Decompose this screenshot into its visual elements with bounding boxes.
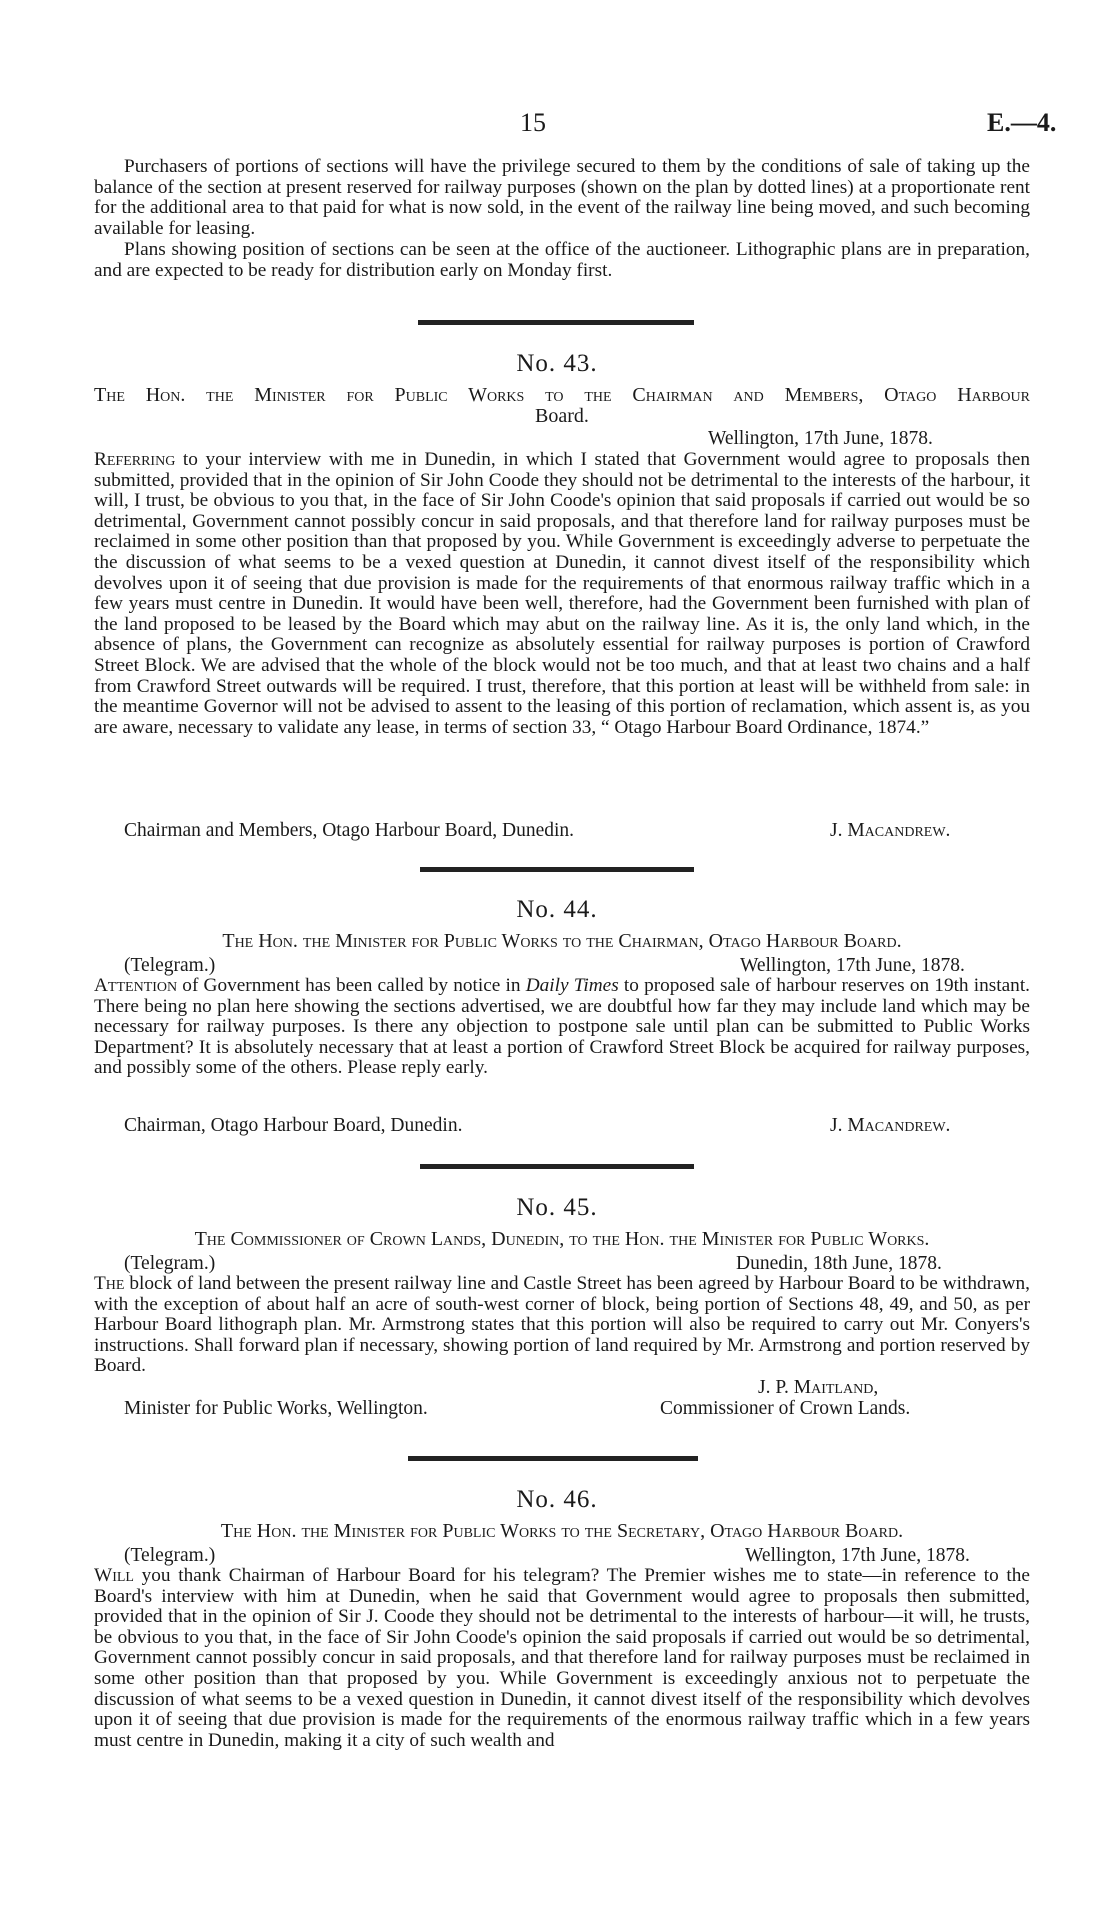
- letter-lead-word-46: Will: [94, 1565, 134, 1586]
- letter-signature-45: J. P. Maitland,: [758, 1377, 879, 1398]
- section-divider: [418, 320, 694, 325]
- letter-address-43: The Hon. the Minister for Public Works to the Chairman and Members, Otago Harbour: [94, 384, 1030, 406]
- page-number: 15: [520, 108, 546, 137]
- letter-signature-43: J. Macandrew.: [830, 820, 951, 841]
- letter-text-44b: to proposed sale of harbour reserves on 19th instant. There being no plan here showing the sections advertised, we are doubtful how far they may include land which may be necessary for railway purposes. Is there any objection to postpone sale until plan can be submitted to Public Works Department? It is absolutely necessary that at least a portion of Crawford Street Block be acquired for railway purposes, and possibly some of the others. Please reply early.: [94, 975, 1030, 1079]
- section-divider: [420, 1164, 694, 1169]
- letter-text-43: to your interview with me in Dunedin, in which I stated that Government would agree to proposals then submitted, provided that in the opinion of Sir John Coode they should not be detrimental to the interests of the harbour, it will, I trust, be obvious to you that, in the face of Sir John Coode's opinion that said proposals if carried out would be so detrimental, Government cannot possibly concur in said proposals, and that therefore land for railway purposes must be reclaimed in some other position than that proposed by you. While Government is exceedingly adverse to perpetuate the the discussion of what seems to be a vexed question at Dunedin, it cannot divest itself of the responsibility which devolves upon it of seeing that due provision is made for the requirements of that enormous railway traffic which in a few years must centre in Dunedin. It would have been well, therefore, had the Government been furnished with plan of the land proposed to be leased by the Board which may abut on the railway line. As it is, the only land which, in the absence of plans, the Government can recognize as absolutely essential for railway purposes is portion of Crawford Street Block. We are advised that the whole of the block would not be too much, and that at least two chains and a half from Crawford Street outwards will be required. I trust, therefore, that this portion at least will be withheld from sale: in the meantime Governor will not be advised to assent to the leasing of this portion of reclamation, which assent is, as you are aware, necessary to validate any lease, in terms of section 33, “ Otago Harbour Board Ordinance, 1874.”: [94, 449, 1030, 738]
- telegram-label-46: (Telegram.): [124, 1545, 216, 1566]
- letter-recipient-44: Chairman, Otago Harbour Board, Dunedin.: [124, 1115, 463, 1136]
- letter-address-44: The Hon. the Minister for Public Works to the Chairman, Otago Harbour Board.: [222, 930, 902, 952]
- letter-recipient-45: Minister for Public Works, Wellington.: [124, 1398, 428, 1419]
- letter-date-46: Wellington, 17th June, 1878.: [745, 1545, 970, 1566]
- letter-recipient-43: Chairman and Members, Otago Harbour Board, Dunedin.: [124, 820, 575, 841]
- letter-lead-word-43: Referring: [94, 449, 176, 470]
- letter-body-44: [94, 976, 1030, 1079]
- letter-date-44: Wellington, 17th June, 1878.: [740, 955, 965, 976]
- letter-text-46: you thank Chairman of Harbour Board for his telegram? The Premier wishes me to state—in reference to the Board's interview with him at Dunedin, when he said that Government would agree to proposals then submitted, provided that in the opinion of Sir J. Coode they should not be detrimental to the interests of harbour—it will, he trusts, be obvious to you that, in the face of Sir John Coode's opinion the said proposals if carried out would be so detrimental, Government cannot possibly concur in said proposals, and that therefore land for railway purposes must be reclaimed in some other position than that proposed by you. While Government is exceedingly anxious not to perpetuate the discussion of what seems to be a vexed question in Dunedin, it cannot divest itself of the responsibility which devolves upon it of seeing that due provision is made for the requirements of the enormous railway traffic which in a few years must centre in Dunedin, making it a city of such wealth and: [94, 1565, 1030, 1751]
- section-divider: [408, 1456, 698, 1461]
- letter-heading-46: No. 46.: [516, 1486, 598, 1513]
- letter-address-46: The Hon. the Minister for Public Works to the Secretary, Otago Harbour Board.: [220, 1520, 904, 1542]
- letter-lead-word-45: The: [94, 1273, 125, 1294]
- signatory-title-45: Commissioner of Crown Lands.: [660, 1398, 911, 1419]
- section-divider: [420, 867, 694, 872]
- letter-body-45: [94, 1274, 1030, 1377]
- newspaper-title: Daily Times: [525, 975, 619, 996]
- letter-signature-44: J. Macandrew.: [830, 1115, 951, 1136]
- telegram-label-44: (Telegram.): [124, 955, 216, 976]
- letter-lead-word-44: Attention: [94, 975, 178, 996]
- letter-text-45: block of land between the present railway line and Castle Street has been agreed by Harbour Board to be withdrawn, with the exception of about half an acre of south-west corner of block, being portion of Sections 48, 49, and 50, as per Harbour Board lithograph plan. Mr. Armstrong states that this portion will also be required to carry out Mr. Conyers's instructions. Shall forward plan if necessary, showing portion of land required by Mr. Armstrong and portion reserved by Board.: [94, 1273, 1030, 1377]
- intro-paragraph-2: Plans showing position of sections can be seen at the office of the auctioneer. Lithographic plans are in preparation, and are expected to be ready for distribution early on Monday first.: [94, 239, 1030, 281]
- letter-heading-43: No. 43.: [516, 350, 598, 377]
- letter-body-43: [94, 450, 1030, 738]
- letter-address-45: The Commissioner of Crown Lands, Dunedin, to the Hon. the Minister for Public Works.: [194, 1228, 930, 1250]
- report-reference: E.—4.: [987, 108, 1057, 137]
- letter-body-46: [94, 1566, 1030, 1751]
- letter-heading-44: No. 44.: [516, 896, 598, 923]
- letter-date-43: Wellington, 17th June, 1878.: [708, 428, 933, 449]
- letter-text-44a: of Government has been called by notice in: [177, 975, 526, 996]
- letter-address-43-cont: Board.: [535, 405, 589, 427]
- letter-date-45: Dunedin, 18th June, 1878.: [736, 1253, 942, 1274]
- intro-paragraph-1: Purchasers of portions of sections will have the privilege secured to them by the conditions of sale of taking up the balance of the section at present reserved for railway purposes (shown on the plan by dotted lines) at a proportionate rent for the additional area to that paid for what is now sold, in the event of the railway line being moved, and such becoming available for leasing.: [94, 156, 1030, 239]
- telegram-label-45: (Telegram.): [124, 1253, 216, 1274]
- letter-heading-45: No. 45.: [516, 1194, 598, 1221]
